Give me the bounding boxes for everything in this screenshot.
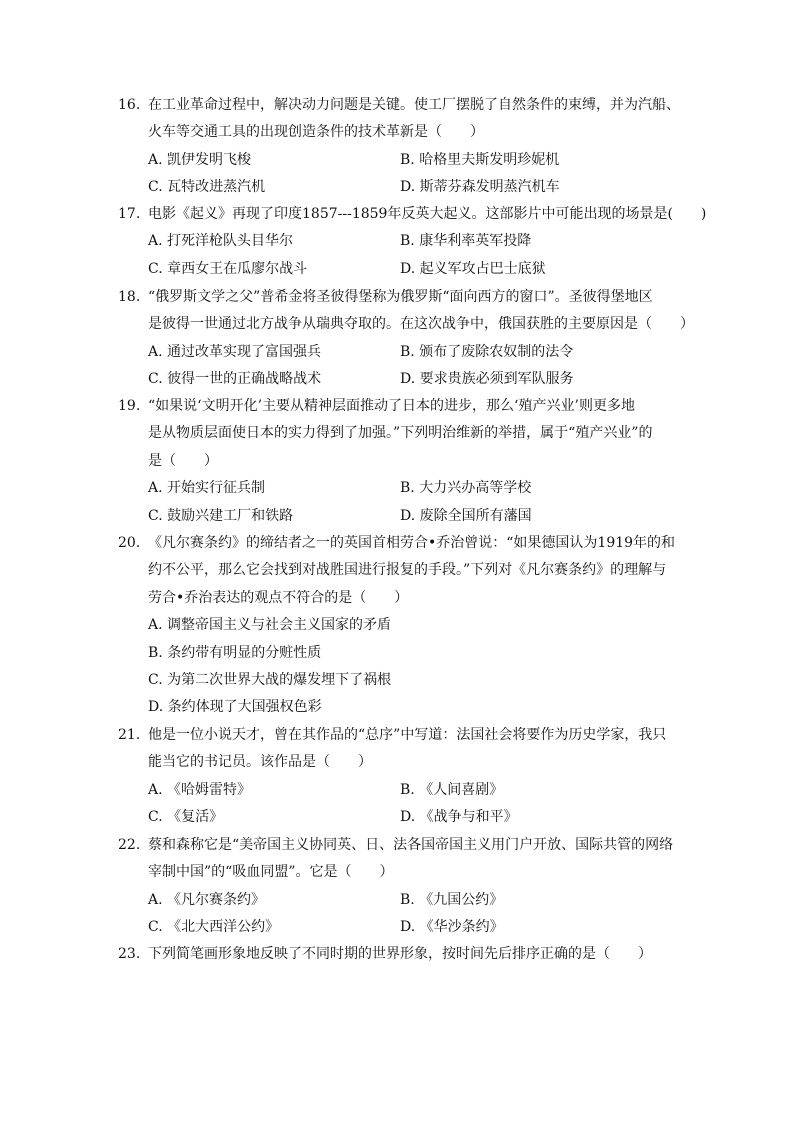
question-stem-line: 在工业革命过程中，解决动力问题是关键。使工厂摆脱了自然条件的束缚，并为汽船、 <box>148 97 680 113</box>
question-stem-line: 他是一位小说天才，曾在其作品的“总序”中写道：法国社会将要作为历史学家，我只 <box>148 727 667 743</box>
option-c[interactable]: C. 瓦特改进蒸汽机 <box>148 179 266 196</box>
question-stem-line: 是彼得一世通过北方战争从瑞典夺取的。在这次战争中，俄国获胜的主要原因是（ ） <box>148 316 694 333</box>
question-stem-line: 约不公平，那么它会找到对战胜国进行报复的手段。”下列对《凡尔赛条约》的理解与 <box>148 562 667 579</box>
question-stem-line: 《凡尔赛条约》的缔结者之一的英国首相劳合•乔治曾说：“如果德国认为1919年的和 <box>148 535 676 551</box>
question-stem-line: 火车等交通工具的出现创造条件的技术革新是（ ） <box>148 124 484 141</box>
option-a[interactable]: A. 凯伊发明飞梭 <box>148 151 252 168</box>
option-d[interactable]: D. 斯蒂芬森发明蒸汽机车 <box>400 179 560 196</box>
question-stem-line: “俄罗斯文学之父”普希金将圣彼得堡称为俄罗斯“面向西方的窗口”。圣彼得堡地区 <box>148 289 653 305</box>
option-b[interactable]: B. 《九国公约》 <box>400 891 504 908</box>
option-c[interactable]: C. 鼓励兴建工厂和铁路 <box>148 507 294 524</box>
option-d[interactable]: D. 《战争与和平》 <box>400 809 518 826</box>
question-number: 18. <box>118 289 141 305</box>
option-d[interactable]: D. 废除全国所有藩国 <box>400 507 532 524</box>
option-a[interactable]: A. 打死洋枪队头目华尔 <box>148 233 294 250</box>
question-stem-line: 能当它的书记员。该作品是（ ） <box>148 754 372 771</box>
question-number: 22. <box>118 837 141 853</box>
question-21 <box>118 722 698 832</box>
option-b[interactable]: B. 大力兴办高等学校 <box>400 480 532 497</box>
option-a[interactable]: A. 通过改革实现了富国强兵 <box>148 343 322 360</box>
option-b[interactable]: B. 哈格里夫斯发明珍妮机 <box>400 151 560 168</box>
option-d[interactable]: D. 《华沙条约》 <box>400 919 504 936</box>
question-stem-line: 是（ ） <box>148 452 218 469</box>
option-b[interactable]: B. 《人间喜剧》 <box>400 781 504 798</box>
question-stem-line: 电影《起义》再现了印度1857---1859年反英大起义。这部影片中可能出现的场景是( ) <box>148 206 707 222</box>
question-number: 19. <box>118 398 141 414</box>
question-stem-line: 蔡和森称它是“美帝国主义协同英、日、法各国帝国主义用门户开放、国际共管的网络 <box>148 837 674 853</box>
option-b[interactable]: B. 条约带有明显的分赃性质 <box>148 644 322 661</box>
option-b[interactable]: B. 颁布了废除农奴制的法令 <box>400 343 574 360</box>
option-c[interactable]: C. 为第二次世界大战的爆发埋下了祸根 <box>148 672 392 689</box>
question-stem-line: 宰制中国”的“吸血同盟”。它是（ ） <box>148 864 394 881</box>
option-a[interactable]: A. 《哈姆雷特》 <box>148 781 252 798</box>
question-22 <box>118 832 698 942</box>
question-stem-line: 劳合•乔治表达的观点不符合的是（ ） <box>148 589 409 606</box>
question-number: 23. <box>118 946 141 962</box>
question-stem-line: 下列简笔画形象地反映了不同时期的世界形象，按时间先后排序正确的是（ ） <box>148 946 652 962</box>
option-a[interactable]: A. 开始实行征兵制 <box>148 480 266 497</box>
option-c[interactable]: C. 《北大西洋公约》 <box>148 919 280 936</box>
option-a[interactable]: A. 《凡尔赛条约》 <box>148 891 266 908</box>
option-a[interactable]: A. 调整帝国主义与社会主义国家的矛盾 <box>148 617 392 634</box>
question-23 <box>118 941 698 968</box>
option-d[interactable]: D. 起义军攻占巴士底狱 <box>400 260 546 277</box>
question-19 <box>118 393 698 530</box>
question-number: 21. <box>118 727 141 743</box>
option-c[interactable]: C. 章西女王在瓜廖尔战斗 <box>148 260 308 277</box>
question-stem-line: 是从物质层面使日本的实力得到了加强。”下列明治维新的举措，属于“殖产兴业”的 <box>148 425 653 442</box>
question-16 <box>118 92 698 202</box>
question-number: 16. <box>118 97 141 113</box>
question-number: 17. <box>118 206 141 222</box>
option-d[interactable]: D. 要求贵族必须到军队服务 <box>400 371 574 388</box>
question-18 <box>118 284 698 394</box>
question-20 <box>118 530 698 722</box>
question-number: 20. <box>118 535 141 551</box>
option-c[interactable]: C. 彼得一世的正确战略战术 <box>148 371 322 388</box>
option-c[interactable]: C. 《复活》 <box>148 809 224 826</box>
option-d[interactable]: D. 条约体现了大国强权色彩 <box>148 699 322 716</box>
question-stem-line: “如果说‘文明开化’主要从精神层面推动了日本的进步，那么‘殖产兴业’则更多地 <box>148 398 635 414</box>
option-b[interactable]: B. 康华利率英军投降 <box>400 233 532 250</box>
question-17 <box>118 201 707 283</box>
